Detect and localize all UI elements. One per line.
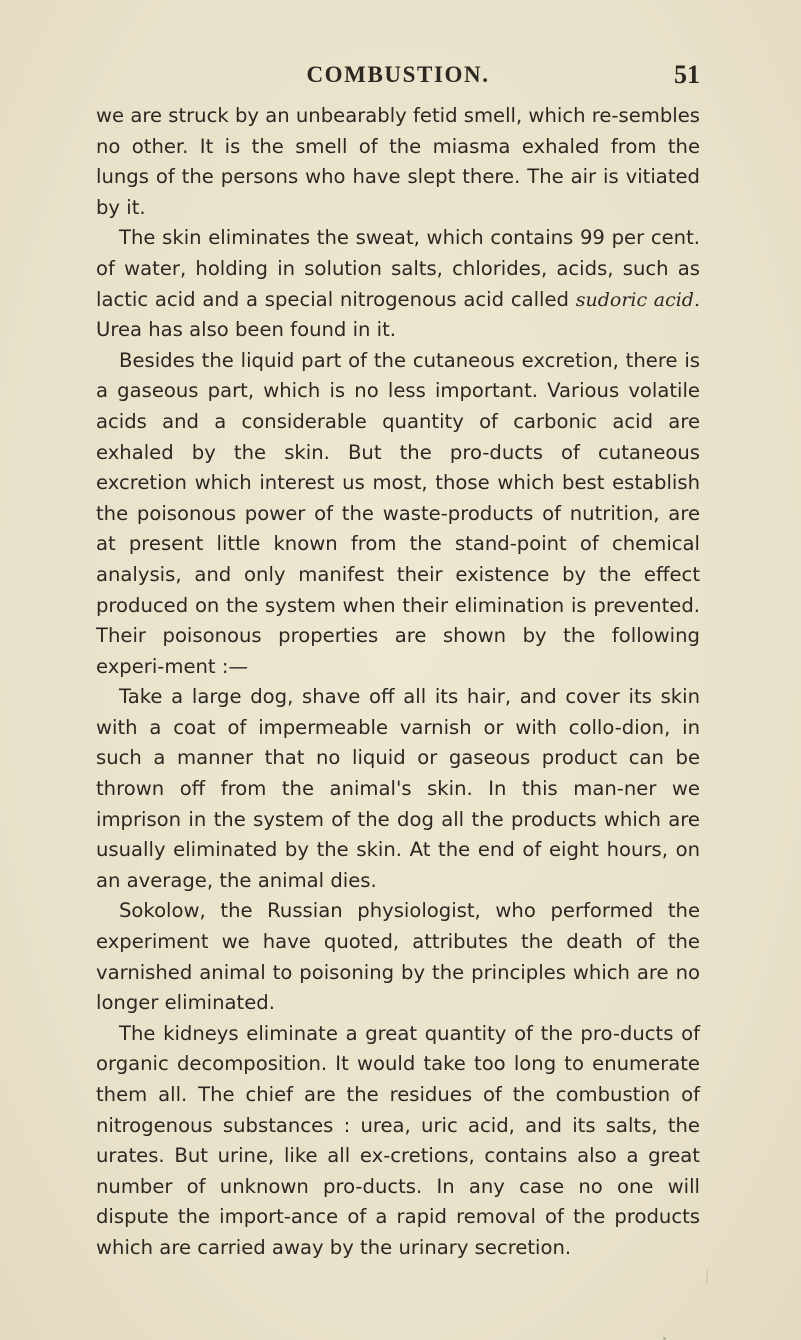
paragraph-text: we are struck by an unbearably fetid smell, which re-sembles no other. It is the smell of the miasma exhaled from the lungs of the persons who have slept there. The air is vitiated by it. [96,104,700,219]
paragraph-text: Take a large dog, shave off all its hair, and cover its skin with a coat of impermeable varnish or with collo-dion, in such a manner that no liquid or gaseous product can be thrown off from the animal's skin. In this man-ner we imprison in the system of the dog all the products which are usually eliminated by the skin. At the end of eight hours, on an average, the animal dies. [96,685,700,892]
page-number: 51 [674,60,700,89]
paragraph-5 [96,896,700,1018]
paragraph-text: The kidneys eliminate a great quantity of the pro-ducts of organic decomposition. It would take too long to enumerate them all. The chief are the residues of the combustion of nitrogenous substances : urea, uric acid, and its salts, the urates. But urine, like all ex-cretions, contains also a great number of unknown pro-ducts. In any case no one will dispute the import-ance of a rapid removal of the products which are carried away by the urinary secretion. [96,1021,700,1259]
running-title: COMBUSTION. [306,62,490,87]
paragraph-1 [96,101,700,223]
italic-term: sudoric acid. [575,288,700,311]
body-text [96,101,700,1264]
paragraph-text: Sokolow, the Russian physiologist, who performed the experiment we have quoted, attributes the death of the varnished animal to poisoning by the principles which are no longer eliminated. [96,899,700,1015]
paragraph-3 [96,346,700,683]
paragraph-text: The skin eliminates the sweat, which contains 99 per cent. of water, holding in solution salts, chlorides, acids, such as lactic acid and a special nitrogenous acid called [96,226,700,311]
page-header [96,62,700,92]
paper-mark [706,1270,708,1284]
paragraph-2 [96,223,700,345]
paragraph-6 [96,1019,700,1264]
paragraph-text: Besides the liquid part of the cutaneous excretion, there is a gaseous part, which is no less important. Various volatile acids and a considerable quantity of carbonic acid are exhaled by the skin. But the pro-ducts of cutaneous excretion which interest us most, those which best establish the poisonous power of the waste-products of nutrition, are at present little known from the stand-point of chemical analysis, and only manifest their existence by the effect produced on the system when their elimination is prevented. Their poisonous properties are shown by the following experi-ment :— [96,348,700,678]
paragraph-text: Urea has also been found in it. [96,318,397,342]
paragraph-4 [96,682,700,896]
